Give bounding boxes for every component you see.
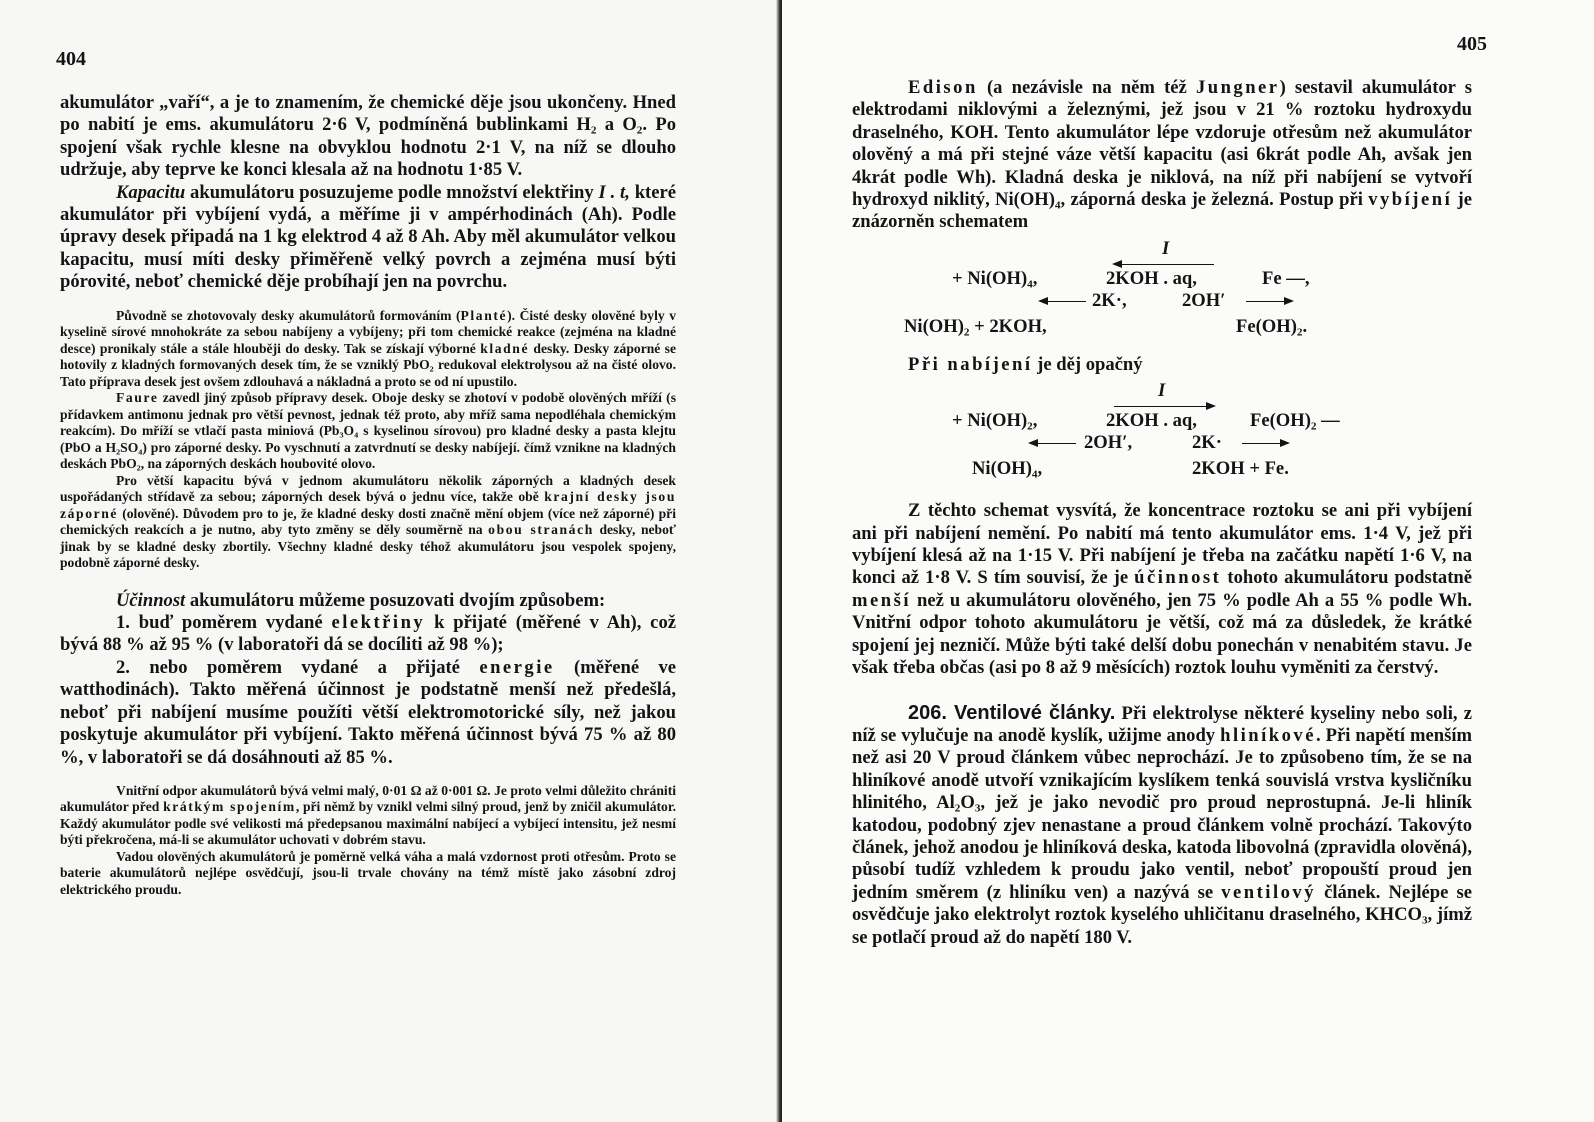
arrow-left-icon — [1040, 301, 1086, 302]
small-paragraph — [60, 473, 676, 572]
text-run: které akumulátor při vybíjení vydá, a měříme ji v ampérhodinách (Ah). Podle úpravy desek připadá na 1 kg elektrod 4 až 8 Ah. Aby měl akumulátor velkou kapacitu, musí míti desky přiměřeně velký povrch a zejména musí býti pórovité, neboť chemické děje probíhají jen na povrchu. — [60, 181, 676, 293]
spaced-term: krajní desky jsou záporné — [60, 489, 676, 521]
spaced-term: kladné — [480, 340, 530, 356]
spaced-term: obou stranách — [488, 522, 594, 538]
text-run: je znázorněn schematem — [852, 189, 1473, 233]
arrow-right-icon — [1246, 301, 1292, 302]
text-run: tohoto akumulátoru podstatně — [1221, 567, 1472, 589]
charge-line — [852, 354, 1472, 376]
text-run: , při němž by vznikl velmi silný proud, jenž by zničil akumulátor. Každý akumulátor podle své velikosti má předepsanou maximální nabíjecí a vybíjecí intensitu, jež nesmí býti překročena, má-li se akumulátor uchovati v dobrém stavu. — [60, 799, 676, 848]
small-paragraph: Vadou olověných akumulátorů je poměrně velká váha a malá vzdornost proti otřesům. Proto se baterie akumulátorů nejlépe osvědčují, jsou-li trvale chovány na témž místě jako zásobní zdroj elektrického proudu. — [60, 848, 676, 897]
paragraph — [852, 500, 1472, 679]
current-symbol: I — [1162, 237, 1170, 259]
left-page — [0, 0, 778, 1122]
page-number-right: 405 — [1457, 33, 1487, 55]
text-run: zavedl jiný způsob přípravy desek. Oboje desky se zhotoví v podobě olověných mříží (s přídavkem antimonu jednak pro větší pevnost, jednak též proto, aby mříž sama nepodléhala chemickým reakcím). Do mříží se vtlačí pasta miniová (Pb₃O₄ s kyselinou sírovou) pro kladné desky a pasta klejtu (PbO a H₂SO₄) pro záporné desky. Po vyschnutí a zatvrdnutí se desky nabíjejí. čímž vznikne na kladných deskách PbO₂, na záporných deskách houbovité olovo. — [60, 390, 676, 472]
text-run: (měřené ve watthodinách). Takto měřená účinnost je podstatně menší než předešlá, neboť při nabíjení musíme použíti větší elektromotorické síly, než jakou poskytuje akumulátor při vybíjení. Takto měřená účinnost bývá 75 % až 80 %, v laboratoři se dá dosáhnouti až 85 %. — [60, 656, 677, 768]
text-run: článek. Nejlépe se osvědčuje jako elektrolyt roztok kyselého uhličitanu draselného, KHCO₃, jímž se potlačí proud až do napětí 180 V. — [852, 881, 1472, 948]
spaced-term: energie — [479, 656, 555, 678]
small-paragraph — [60, 390, 676, 473]
text-run: akumulátoru posuzujeme podle množství elektřiny — [185, 181, 599, 203]
scheme-ion: 2K·, — [1092, 289, 1127, 311]
text-run: Z těchto schemat vysvítá, že koncentrace roztoku se ani při vybíjení ani při nabíjení nemění. Po nabití má tento akumulátor ems. 1·4 V, jež při vybíjení klesá až na 1·15 V. Při nabíjení je třeba na začátku napětí 1·6 V, na konci až 1·8 V. S tím souvisí, že je — [852, 500, 1472, 589]
text-run: Vnitřní odpor akumulátorů bývá velmi malý, 0·01 Ω až 0·001 Ω. Je proto velmi důležito chrániti akumulátor před — [60, 782, 676, 815]
left-text-column — [60, 92, 676, 898]
section-heading: 206. Ventilové články. — [908, 701, 1116, 724]
paragraph — [60, 657, 676, 769]
spaced-term: vybíjení — [1368, 189, 1453, 211]
spaced-term: krátkým spojením — [163, 799, 296, 815]
paragraph: akumulátor „vaří“, a je to znamením, že chemické děje jsou ukončeny. Hned po nabití je ems. akumulátoru 2·6 V, podmíněná bublinkami H₂ a O₂. Po spojení však rychle klesne na obvyklou hodnotu 2·1 V, na níž se dlouho udržuje, aby teprve ke konci klesala až na hodnotu 1·85 V. — [60, 92, 676, 181]
text-run: akumulátoru můžeme posuzovati dvojím způsobem: — [185, 589, 606, 611]
scheme-term: Fe —, — [1262, 267, 1310, 289]
scheme-term: + Ni(OH)₂, — [952, 410, 1038, 432]
text-run: Původně se zhotovovaly desky akumulátorů formováním ( — [116, 307, 461, 323]
paragraph-efficiency — [60, 590, 676, 612]
text-run: Při elektrolyse některé kyseliny nebo soli, z níž se vylučuje na anodě kyslík, užijme anody — [852, 702, 1472, 746]
scheme-term: 2KOH . aq, — [1106, 410, 1197, 432]
text-run: 1. buď poměrem vydané — [116, 612, 332, 634]
scheme-term: + Ni(OH)₄, — [952, 267, 1038, 289]
charge-scheme — [852, 376, 1472, 496]
spaced-term: elektřiny — [331, 612, 426, 634]
arrow-left-icon — [1114, 264, 1214, 265]
text-run: desky. Desky záporné se hotovily z kladných formovaných desek tím, že se vzniklý PbO₂ redukoval elektrolysou až na čisté olovo. Tato příprava desek jest ovšem zdlouhavá a nákladná a proto se od ní upustilo. — [60, 340, 677, 389]
paragraph — [60, 612, 676, 657]
spaced-term: hliníkové — [1220, 724, 1316, 746]
arrow-left-icon — [1030, 443, 1076, 444]
small-paragraph — [60, 308, 676, 391]
scheme-ion: 2OH′ — [1182, 289, 1226, 311]
spaced-term: ventilový — [1221, 881, 1317, 903]
current-symbol: I — [1158, 380, 1166, 402]
section-206 — [852, 702, 1472, 949]
scheme-term: Fe(OH)₂. — [1236, 315, 1308, 337]
text-run: Pro větší kapacitu bývá v jednom akumulátoru několik záporných a kladných desek uspořádaných střídavě za sebou; záporných desek bývá o jednu více, takže obě — [60, 472, 676, 505]
text-run: (a nezávisle na něm též — [977, 77, 1196, 98]
small-paragraph — [60, 783, 676, 849]
name-plante: Planté — [460, 307, 508, 323]
spaced-term: Při nabíjení — [908, 353, 1033, 375]
text-run: je děj opačný — [1032, 353, 1143, 375]
term-kapacitu: Kapacitu — [116, 181, 186, 203]
spaced-term: účinnost — [1134, 567, 1222, 589]
scheme-term: Ni(OH)₄, — [972, 458, 1043, 480]
arrow-right-icon — [1242, 443, 1288, 444]
scheme-ion: 2K· — [1192, 432, 1222, 454]
scheme-term: Ni(OH)₂ + 2KOH, — [904, 315, 1047, 337]
scheme-term: 2KOH . aq, — [1106, 267, 1197, 289]
term-ucinnost: Účinnost — [116, 589, 186, 611]
text-run: než u akumulátoru olověného, jen 75 % podle Ah a 55 % podle Wh. Vnitřní odpor tohoto akumulátoru je větší, což má za důsledek, že krátké spojení jej nezničí. Může býti také delší dobu ponechán v nenabitém stavu. Je však třeba občas (asi po 8 až 9 měsících) roztok louhu vyměniti za čerstvý. — [852, 589, 1472, 679]
name-faure: Faure — [116, 390, 159, 406]
right-text-column — [852, 77, 1472, 949]
name-edison: Edison — [908, 77, 978, 98]
paragraph-edison — [852, 77, 1472, 234]
text-run: . Při napětí menším než asi 20 V proud článkem vůbec neprochází. Je to způsobeno tím, že se na hliníkové anodě utvoří vznikajícím kyslíkem tenká souvislá vrstva kysličníku hlinitého, Al₂O₃, jež je jako nevodič pro proud neprostupná. Je-li hliník katodou, podobný zjev nenastane a proud článkem volně prochází. Takovýto článek, jehož anodou je hliníková deska, katoda libovolná (zpravidla olověná), působí tudíž vzhledem k proudu jako ventil, neboť propouští proud jen jedním směrem (z hliníku ven) a nazývá se — [852, 724, 1473, 903]
text-run: k přijaté (měřené v Ah), což bývá 88 % až 95 % (v laboratoři dá se docíliti až 98 %); — [60, 612, 676, 656]
text-run: ). Čisté desky olověné byly v kyselině sírové mnohokráte za sebou nabíjeny a vybíjeny; při tom chemické reakce (zejména na kladné desce) pronikaly stále a stále hlouběji do desky. Tak se získají výborné — [60, 307, 677, 356]
scheme-term: Fe(OH)₂ — — [1250, 410, 1340, 432]
scheme-term: 2KOH + Fe. — [1192, 458, 1289, 480]
text-run: desky, neboť jinak by se kladné desky zbortily. Všechny kladné desky téhož akumulátoru jsou vespolek spojeny, podobně záporné desky. — [60, 522, 676, 571]
name-jungner: Jungner — [1195, 77, 1280, 98]
text-run: (olověné). Důvodem pro to je, že kladné desky dosti značně mění objem (více než záporné) při chemických reakcích a je nutno, aby tyto změny se děly souměrně na — [60, 505, 676, 538]
formula-it: I . t, — [598, 181, 630, 203]
scheme-ion: 2OH′, — [1084, 432, 1133, 454]
text-run: 2. nebo poměrem vydané a přijaté — [116, 656, 480, 678]
arrow-right-icon — [1114, 406, 1214, 407]
spaced-term: menší — [852, 589, 911, 611]
page-number-left: 404 — [56, 48, 86, 70]
paragraph-capacity — [60, 182, 676, 294]
text-run: ) sestavil akumulátor s elektrodami niklovými a železnými, jež jsou v 21 % roztoku hydroxydu draselného, KOH. Tento akumulátor lépe vzdoruje otřesům než akumulátor olověný a má při stejné váze větší kapacitu (asi 6krát podle Ah, avšak jen 4krát podle Wh). Kladná deska je niklová, na níž při nabíjení se vytvoří hydroxyd niklitý, Ni(OH)₄, záporná deska je železná. Postup při — [852, 77, 1472, 211]
discharge-scheme — [852, 234, 1472, 354]
